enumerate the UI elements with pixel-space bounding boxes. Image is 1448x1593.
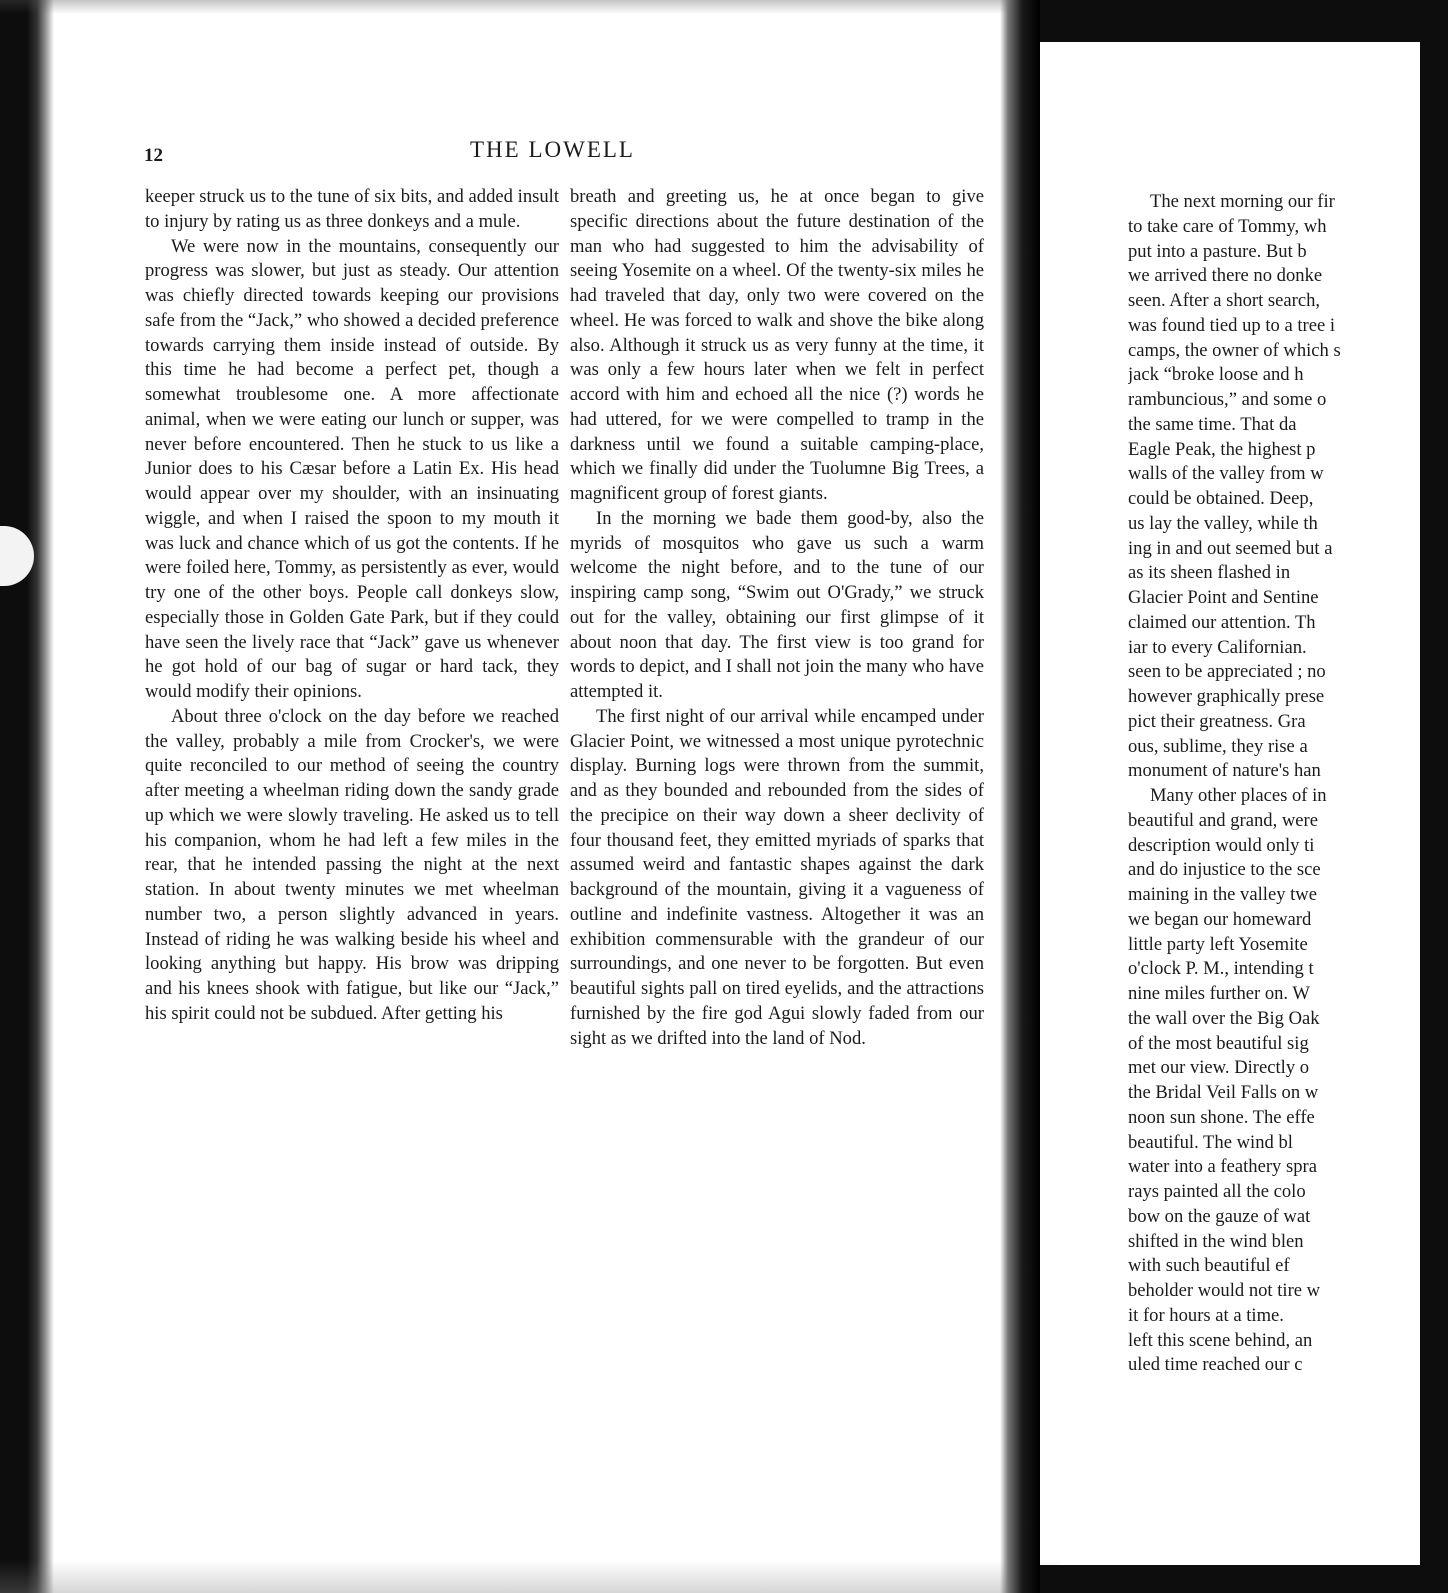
right-page-line: to take care of Tommy, wh [1128, 215, 1327, 237]
right-page-line: Many other places of in [1150, 785, 1327, 806]
right-page-line: beautiful and grand, were [1128, 809, 1318, 831]
right-page-line: little party left Yosemite [1128, 933, 1308, 955]
right-page-side-border [1420, 0, 1448, 1593]
right-page-line: rays painted all the colo [1128, 1181, 1306, 1202]
book-gutter-shadow [1000, 0, 1040, 1593]
left-page-column-2 [570, 185, 984, 1051]
right-page-line: pict their greatness. Gra [1128, 710, 1306, 732]
right-page-line: monument of nature's han [1128, 760, 1321, 782]
right-page-line: and do injustice to the sce [1128, 859, 1321, 881]
right-page-line: description would only ti [1128, 834, 1315, 856]
right-page-line: jack “broke loose and h [1128, 364, 1304, 386]
right-page-line: beautiful. The wind bl [1128, 1131, 1293, 1153]
running-head: THE LOWELL [470, 137, 635, 162]
left-page-column-1 [145, 185, 559, 1027]
right-page-line: ing in and out seemed but a [1128, 537, 1333, 559]
right-page-line: uled time reached our c [1128, 1354, 1303, 1376]
right-page-line: shifted in the wind blen [1128, 1230, 1304, 1252]
right-page-line: we arrived there no donke [1128, 265, 1323, 287]
right-page-line: seen to be appreciated ; no [1128, 661, 1326, 683]
paragraph: The first night of our arrival while encamped under Glacier Point, we witnessed a most unique pyrotechnic display. Burning logs were thrown from the summit, and as they bounded and rebounded from the sides of the precipice on their way down a sheer declivity of four thousand feet, they emitted myriads of sparks that assumed weird and fantastic shapes against the dark background of the mountain, giving it a vagueness of outline and indefinite vastness. Altogether it was an exhibition commensurable with the grandeur of our surroundings, and one never to be forgotten. But even beautiful sights pall on tired eyelids, and the attractions furnished by the fire god Agui slowly faded from our sight as we drifted into the land of Nod. [570, 705, 984, 1049]
paragraph: About three o'clock on the day before we reached the valley, probably a mile from Crocker's, we were quite reconciled to our method of seeing the country after meeting a wheelman riding down the sandy grade up which we were slowly traveling. He asked us to tell his companion, whom he had left a few miles in the rear, that he intended passing the night at the next station. In about twenty minutes we met wheelman number two, a person slightly advanced in years. Instead of riding he was walking beside his wheel and looking anything but happy. His brow was dripping and his knees shook with fatigue, but like our “Jack,” his spirit could not be subdued. After getting his [145, 705, 559, 1024]
right-page-line: beholder would not tire w [1128, 1280, 1321, 1301]
paragraph: breath and greeting us, he at once began to give specific directions about the future destination of the man who had suggested to him the advisability of seeing Yosemite on a wheel. Of the twenty-six miles he had traveled that day, only two were covered on the wheel. He was forced to walk and shove the bike along also. Although it struck us as very funny at the time, it was only a few hours later when we felt in perfect accord with him and echoed all the nice (?) words he had uttered, for we were compelled to tramp in the darkness until we found a suitable camping-place, which we finally did under the Tuolumne Big Trees, a magnificent group of forest giants. [570, 186, 984, 504]
scan-left-shadow [28, 0, 54, 1593]
right-page-line: The next morning our fir [1150, 191, 1335, 212]
right-page-line: with such beautiful ef [1128, 1255, 1290, 1277]
right-page-line: rambuncious,” and some o [1128, 389, 1327, 410]
right-page-top-border [1040, 0, 1448, 42]
paragraph: We were now in the mountains, consequently our progress was slower, but just as steady. Our attention was chiefly directed towards keeping our provisions safe from the “Jack,” who showed a decided preference towards carrying them inside instead of outside. By this time he had become a perfect pet, though a somewhat troublesome one. A more affectionate animal, when we were eating our lunch or supper, was never before encountered. Then he stuck to us like a Junior does to his Cæsar before a Latin Ex. His head would appear over my shoulder, with an insinuating wiggle, and when I raised the spoon to my mouth it was luck and chance which of us got the contents. If he were foiled here, Tommy, as persistently as ever, would try one of the other boys. People call donkeys slow, especially those in Golden Gate Park, but if they could have seen the lively race that “Jack” gave us whenever he got hold of our bag of sugar or hard tack, they would modify their opinions. [145, 235, 559, 702]
right-page-line: iar to every Californian. [1128, 636, 1307, 658]
right-page-line: maining in the valley twe [1128, 884, 1317, 905]
right-page-line: it for hours at a time. [1128, 1304, 1284, 1326]
right-page-line: noon sun shone. The effe [1128, 1106, 1315, 1128]
right-page-line: as its sheen flashed in [1128, 562, 1291, 584]
right-page-line: camps, the owner of which s [1128, 339, 1341, 361]
right-page-line: seen. After a short search, [1128, 290, 1321, 311]
scan-left-border [0, 0, 30, 1593]
right-page-line: nine miles further on. W [1128, 983, 1310, 1004]
right-page-line: walls of the valley from w [1128, 463, 1324, 485]
right-page-line: the wall over the Big Oak [1128, 1007, 1320, 1029]
right-page-line: left this scene behind, an [1128, 1329, 1313, 1351]
right-page-line: o'clock P. M., intending t [1128, 958, 1314, 980]
right-page-line: the Bridal Veil Falls on w [1128, 1082, 1319, 1103]
right-page-line: put into a pasture. But b [1128, 240, 1307, 262]
right-page-line: met our view. Directly o [1128, 1057, 1310, 1079]
right-page-line: Glacier Point and Sentine [1128, 587, 1319, 608]
page-number: 12 [144, 145, 163, 166]
right-page-bottom-border [1040, 1565, 1448, 1593]
paragraph: In the morning we bade them good-by, also the myrids of mosquitos who gave us such a warm welcome the night before, and to the tune of our inspiring camp song, “Swim out O'Grady,” we struck out for the valley, obtaining our first glimpse of it about noon that day. The first view is too grand for words to depict, and I shall not join the many who have attempted it. [570, 507, 984, 702]
right-page-line: of the most beautiful sig [1128, 1032, 1309, 1054]
right-page-line: we began our homeward [1128, 908, 1312, 930]
right-page-line: could be obtained. Deep, [1128, 488, 1314, 509]
right-page-line: Eagle Peak, the highest p [1128, 438, 1316, 460]
right-page-line: ous, sublime, they rise a [1128, 735, 1308, 757]
right-page-column-clip [1128, 190, 1420, 1560]
right-page-line: the same time. That da [1128, 413, 1297, 435]
scan-bottom-shadow [0, 1560, 1060, 1593]
right-page-line: however graphically prese [1128, 686, 1325, 707]
right-page-line: water into a feathery spra [1128, 1156, 1317, 1178]
right-page-line: bow on the gauze of wat [1128, 1205, 1311, 1227]
right-page-line: was found tied up to a tree i [1128, 314, 1336, 336]
right-page-line: claimed our attention. Th [1128, 611, 1316, 633]
paragraph: keeper struck us to the tune of six bits, and added insult to injury by rating us as three donkeys and a mule. [145, 186, 559, 232]
right-page-column [1128, 190, 1420, 1378]
right-page-line: us lay the valley, while th [1128, 512, 1318, 534]
